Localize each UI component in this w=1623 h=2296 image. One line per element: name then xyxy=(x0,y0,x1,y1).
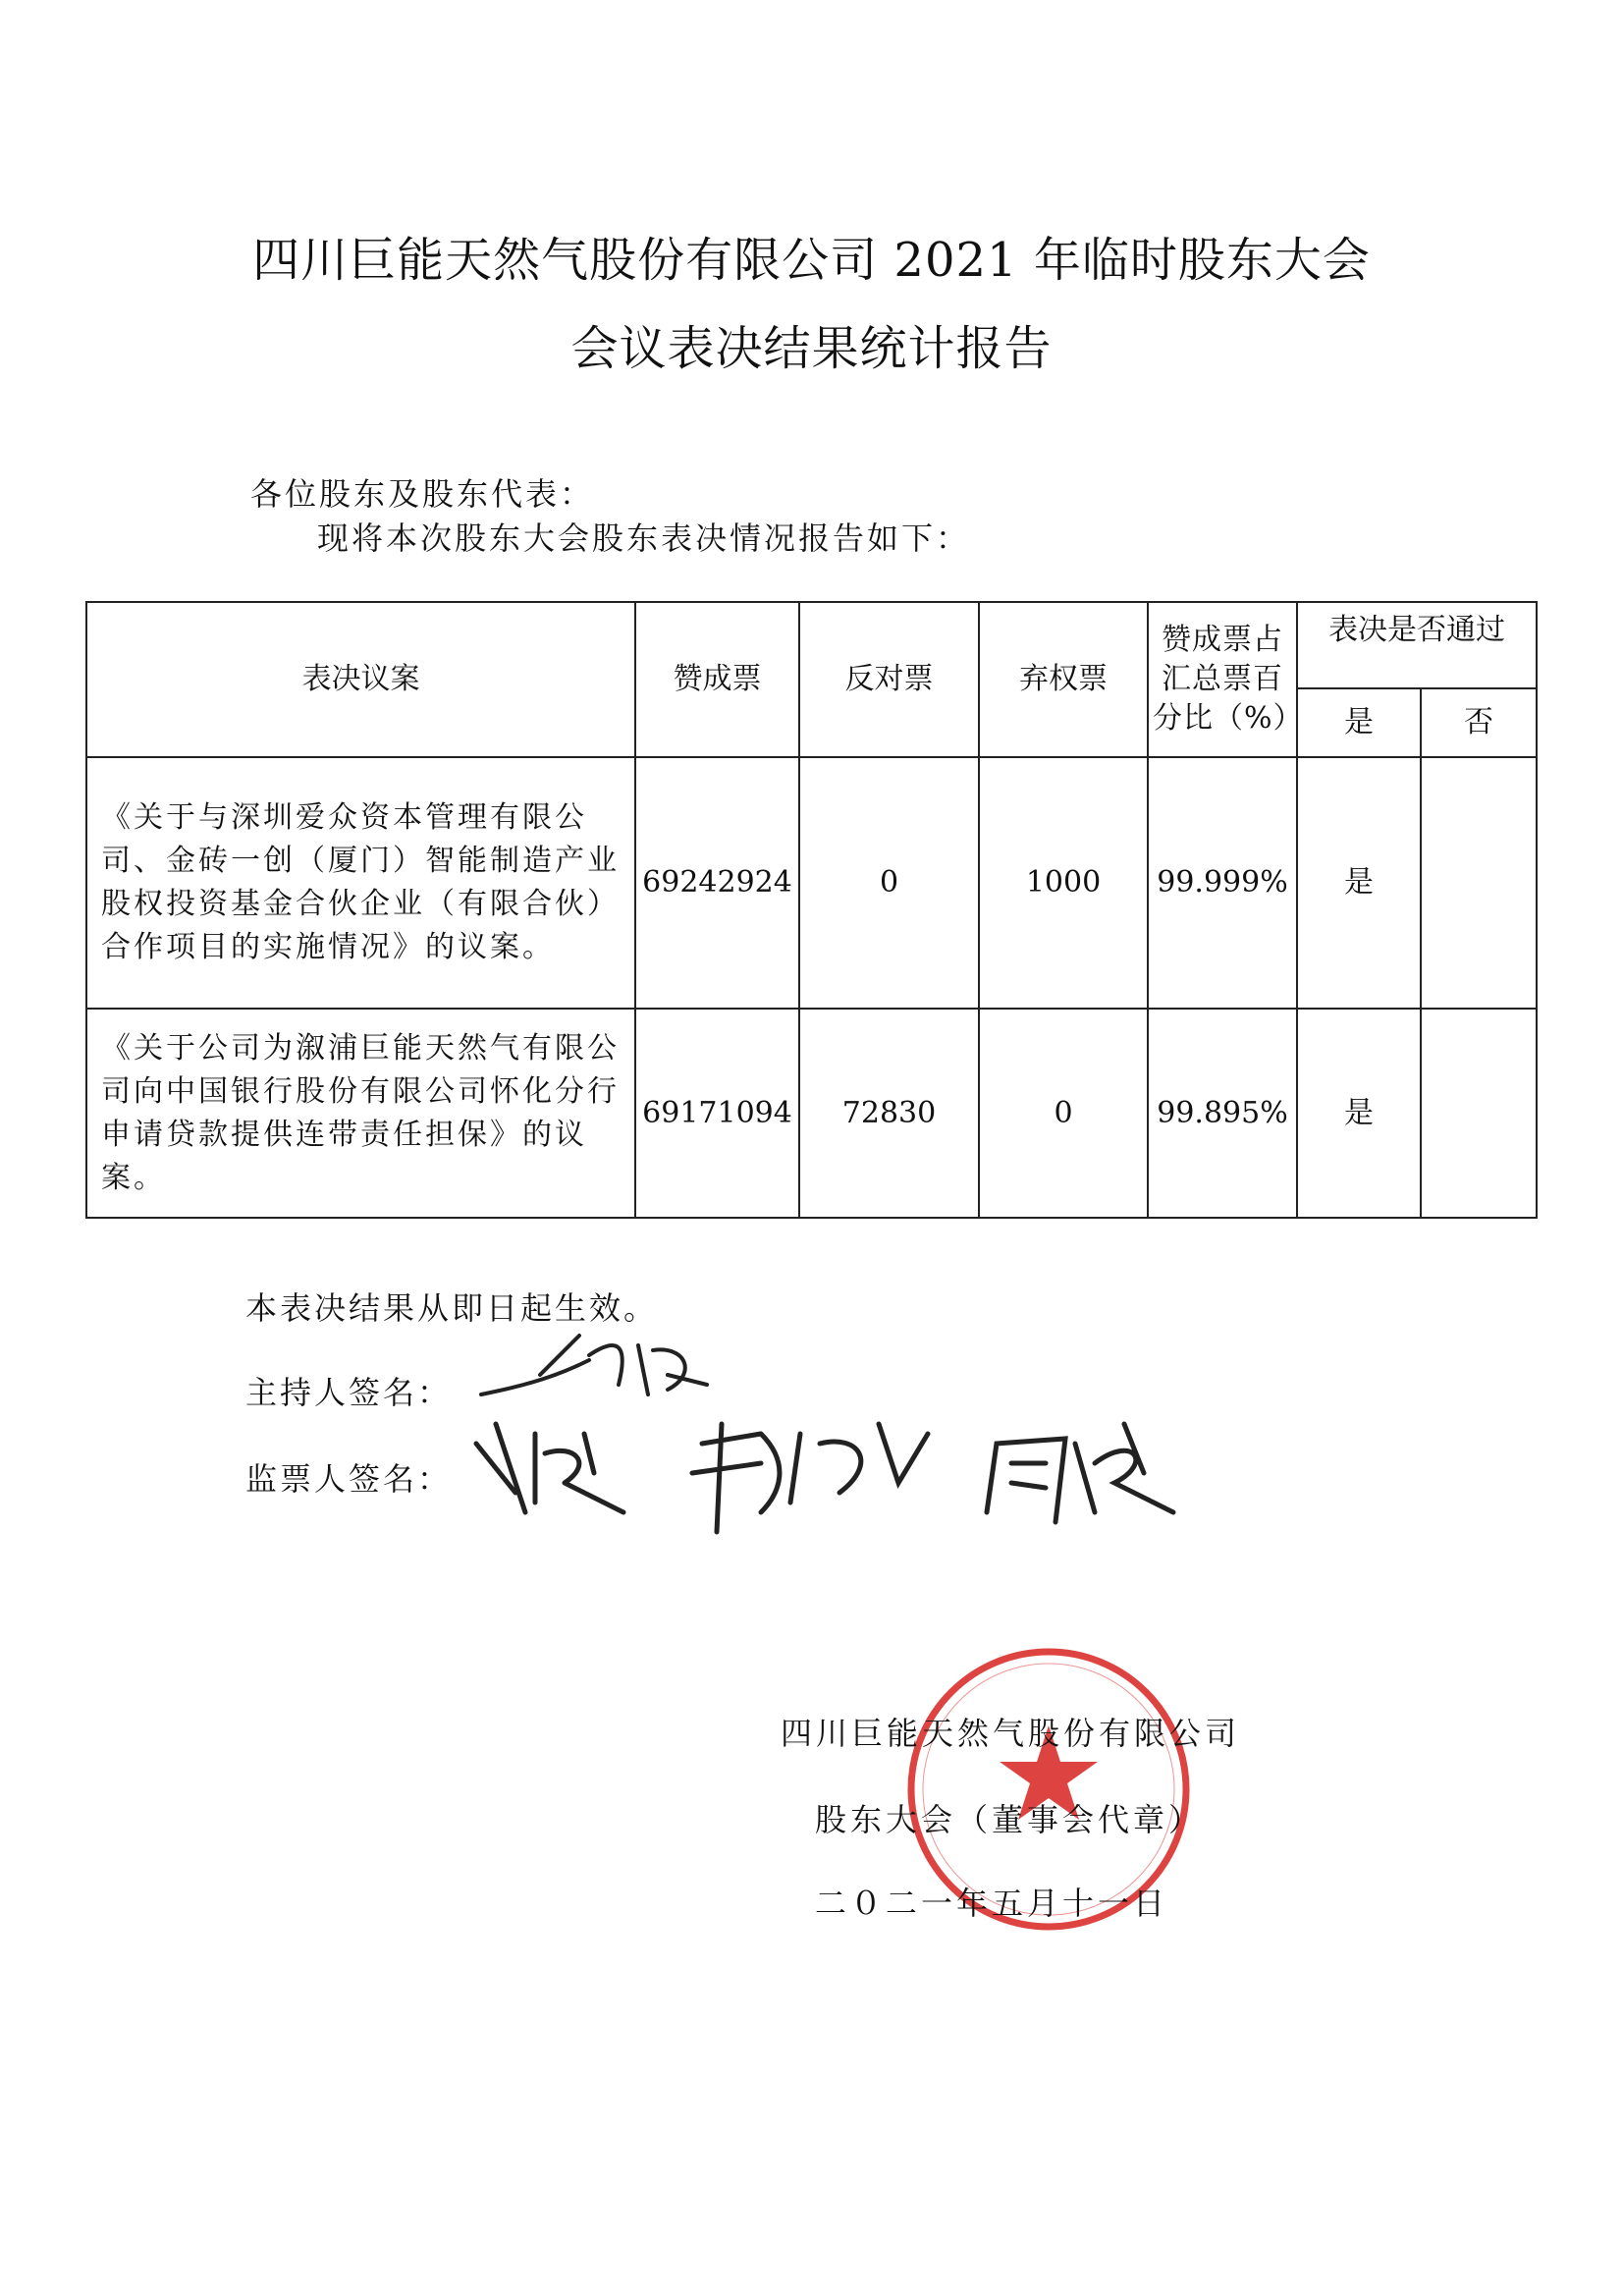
table-row xyxy=(86,757,1537,1009)
percent-cell: 99.895% xyxy=(1148,1009,1297,1218)
against-votes: 0 xyxy=(799,757,979,1009)
passed-no xyxy=(1421,757,1537,1009)
header-abstain: 弃权票 xyxy=(979,602,1148,757)
header-no: 否 xyxy=(1421,688,1537,757)
header-against: 反对票 xyxy=(799,602,979,757)
abstain-votes: 0 xyxy=(979,1009,1148,1218)
document-date: 二０二一年五月十一日 xyxy=(815,1885,1169,1922)
proposal-cell: 《关于公司为溆浦巨能天然气有限公司向中国银行股份有限公司怀化分行申请贷款提供连带责任担保》的议案。 xyxy=(86,1009,635,1218)
table-row xyxy=(86,1009,1537,1218)
company-name: 四川巨能天然气股份有限公司 xyxy=(781,1715,1241,1752)
host-signature-label: 主持人签名： xyxy=(245,1374,453,1411)
salutation: 各位股东及股东代表： xyxy=(250,475,595,513)
voting-results-table xyxy=(85,601,1538,1219)
passed-yes: 是 xyxy=(1297,1009,1421,1218)
for-votes: 69242924 xyxy=(635,757,799,1009)
meeting-body: 股东大会（董事会代章） xyxy=(815,1801,1205,1838)
intro-text: 现将本次股东大会股东表决情况报告如下： xyxy=(317,519,971,557)
passed-yes: 是 xyxy=(1297,757,1421,1009)
proposal-cell: 《关于与深圳爱众资本管理有限公司、金砖一创（厦门）智能制造产业股权投资基金合伙企业（有限合伙）合作项目的实施情况》的议案。 xyxy=(86,757,635,1009)
effective-note: 本表决结果从即日起生效。 xyxy=(245,1289,659,1327)
abstain-votes: 1000 xyxy=(979,757,1148,1009)
header-percent: 赞成票占汇总票百分比（%） xyxy=(1148,602,1297,757)
header-yes: 是 xyxy=(1297,688,1421,757)
document-title-line2: 会议表决结果统计报告 xyxy=(570,321,1053,376)
header-proposal: 表决议案 xyxy=(86,602,635,757)
header-passed: 表决是否通过 xyxy=(1297,602,1537,688)
against-votes: 72830 xyxy=(799,1009,979,1218)
passed-no xyxy=(1421,1009,1537,1218)
for-votes: 69171094 xyxy=(635,1009,799,1218)
scrutineer-signatures xyxy=(466,1404,1213,1542)
document-title-line1: 四川巨能天然气股份有限公司 2021 年临时股东大会 xyxy=(252,233,1371,288)
scrutineer-signature-label: 监票人签名： xyxy=(245,1460,453,1498)
header-for: 赞成票 xyxy=(635,602,799,757)
percent-cell: 99.999% xyxy=(1148,757,1297,1009)
